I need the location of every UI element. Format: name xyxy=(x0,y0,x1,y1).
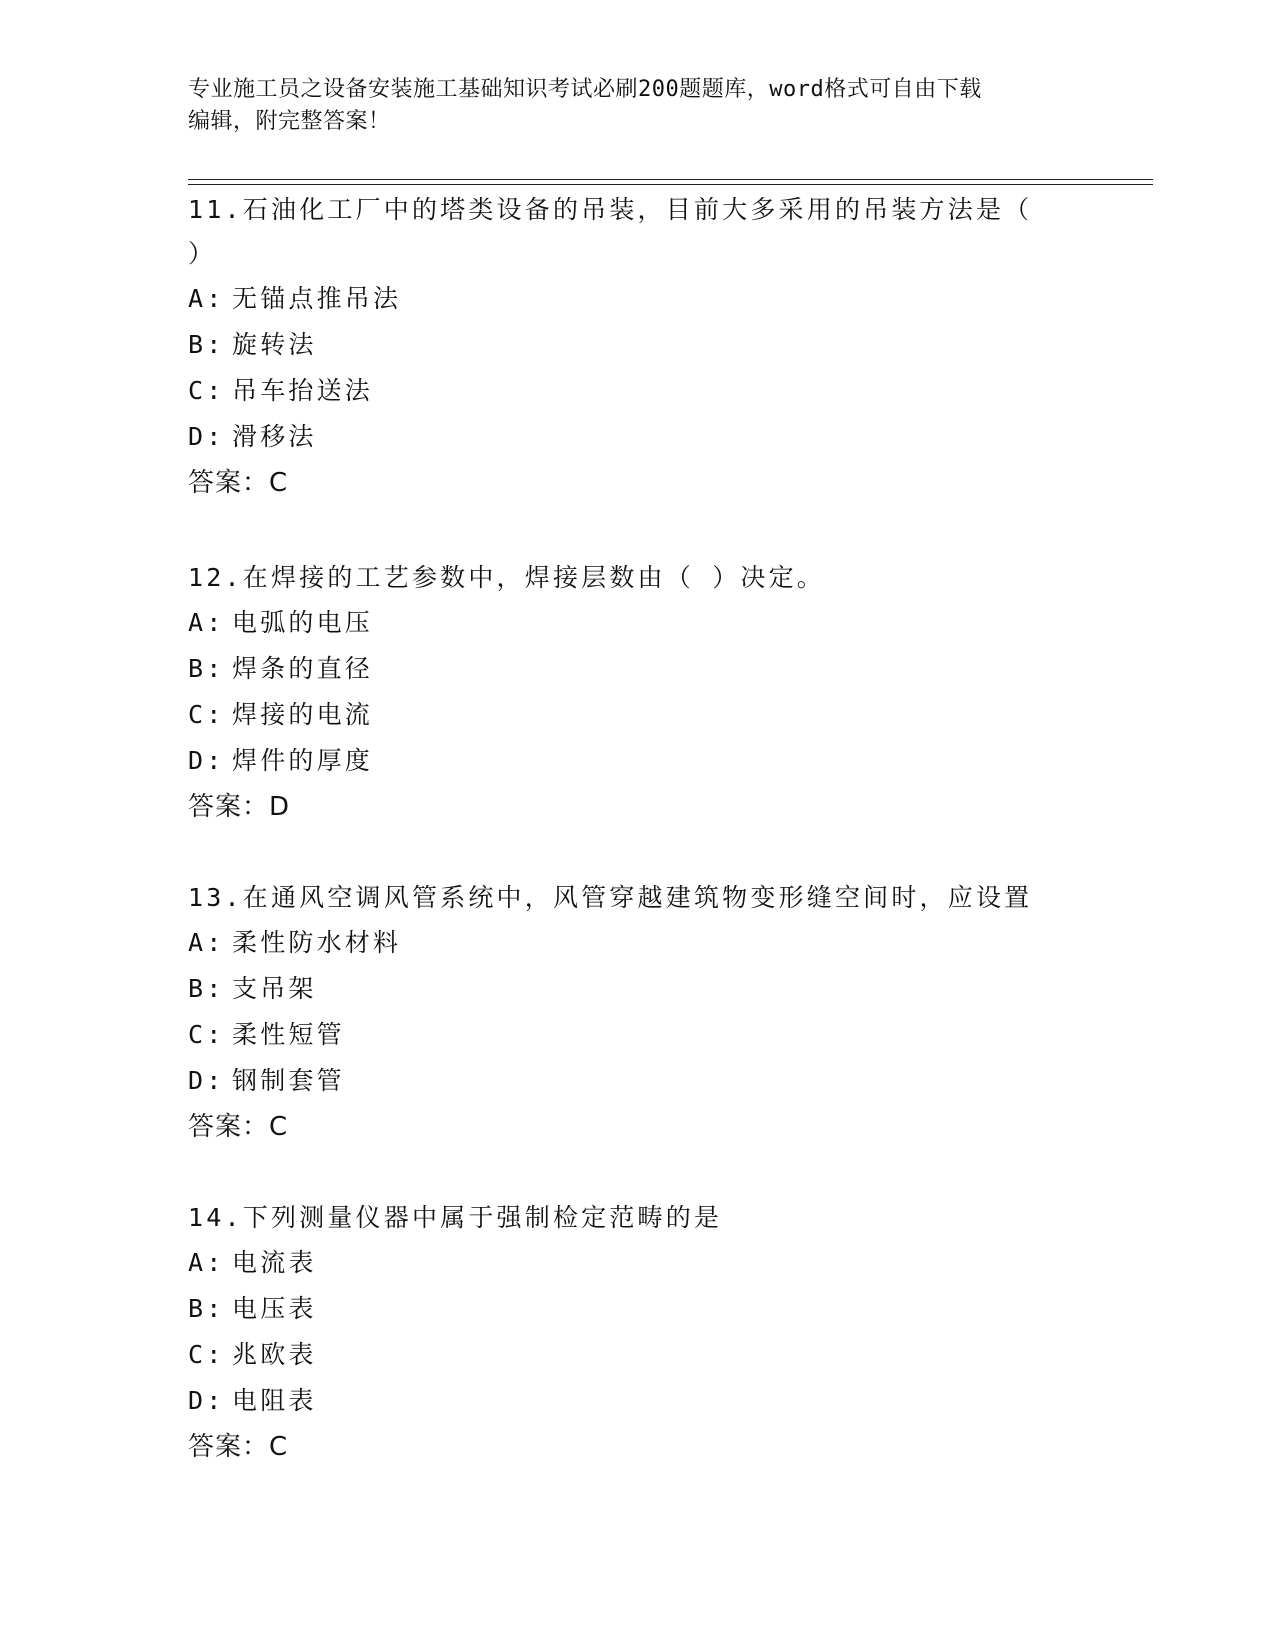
option-text: 支吊架 xyxy=(232,974,317,1003)
header-line-2: 编辑，附完整答案！ xyxy=(188,109,391,134)
option-text: 电流表 xyxy=(232,1248,317,1277)
option-a xyxy=(188,920,1068,966)
option-text: 焊件的厚度 xyxy=(232,746,374,775)
option-text: 钢制套管 xyxy=(232,1066,345,1095)
option-b xyxy=(188,322,1068,368)
option-a xyxy=(188,1240,1068,1286)
answer-line: 答案：C xyxy=(188,1432,289,1462)
option-letter: C: xyxy=(188,376,225,405)
option-d xyxy=(188,414,1068,460)
option-text: 柔性防水材料 xyxy=(232,928,402,957)
option-letter: C: xyxy=(188,1020,225,1049)
option-d xyxy=(188,1378,1068,1424)
question-stem-continuation: ） xyxy=(188,239,214,268)
option-letter: A: xyxy=(188,608,225,637)
option-text: 电阻表 xyxy=(232,1386,317,1415)
option-c xyxy=(188,368,1068,414)
option-letter: B: xyxy=(188,654,225,683)
option-text: 焊条的直径 xyxy=(232,654,374,683)
question-stem: 11.石油化工厂中的塔类设备的吊装，目前大多采用的吊装方法是（ xyxy=(188,195,1033,224)
option-c xyxy=(188,1012,1068,1058)
option-text: 无锚点推吊法 xyxy=(232,284,402,313)
option-letter: C: xyxy=(188,1340,225,1369)
option-letter: A: xyxy=(188,1248,225,1277)
option-b xyxy=(188,1286,1068,1332)
option-letter: A: xyxy=(188,928,225,957)
document-header xyxy=(188,74,1078,138)
option-text: 柔性短管 xyxy=(232,1020,345,1049)
option-text: 电弧的电压 xyxy=(232,608,374,637)
option-letter: B: xyxy=(188,974,225,1003)
option-text: 旋转法 xyxy=(232,330,317,359)
option-a xyxy=(188,276,1068,322)
option-letter: D: xyxy=(188,422,225,451)
option-b xyxy=(188,966,1068,1012)
option-letter: D: xyxy=(188,1386,225,1415)
option-letter: D: xyxy=(188,1066,225,1095)
option-d xyxy=(188,738,1068,784)
option-c xyxy=(188,692,1068,738)
option-c xyxy=(188,1332,1068,1378)
question-stem: 13.在通风空调风管系统中，风管穿越建筑物变形缝空间时，应设置 xyxy=(188,883,1033,912)
question-12 xyxy=(188,556,1068,830)
question-14 xyxy=(188,1196,1068,1470)
option-text: 吊车抬送法 xyxy=(232,376,374,405)
option-text: 滑移法 xyxy=(232,422,317,451)
question-13 xyxy=(188,876,1068,1150)
option-text: 兆欧表 xyxy=(232,1340,317,1369)
header-divider-top xyxy=(188,179,1153,180)
question-stem: 14.下列测量仪器中属于强制检定范畴的是 xyxy=(188,1203,723,1232)
option-letter: B: xyxy=(188,330,225,359)
option-letter: B: xyxy=(188,1294,225,1323)
option-b xyxy=(188,646,1068,692)
option-letter: D: xyxy=(188,746,225,775)
answer-line: 答案：C xyxy=(188,1112,289,1142)
header-line-1: 专业施工员之设备安装施工基础知识考试必刷200题题库，word格式可自由下载 xyxy=(188,77,982,102)
answer-line: 答案：D xyxy=(188,792,291,822)
header-divider-bottom xyxy=(188,184,1153,185)
option-d xyxy=(188,1058,1068,1104)
option-a xyxy=(188,600,1068,646)
option-text: 电压表 xyxy=(232,1294,317,1323)
answer-line: 答案：C xyxy=(188,468,289,498)
option-letter: A: xyxy=(188,284,225,313)
option-letter: C: xyxy=(188,700,225,729)
question-stem: 12.在焊接的工艺参数中，焊接层数由（ ）决定。 xyxy=(188,563,826,592)
option-text: 焊接的电流 xyxy=(232,700,374,729)
question-11 xyxy=(188,188,1068,506)
